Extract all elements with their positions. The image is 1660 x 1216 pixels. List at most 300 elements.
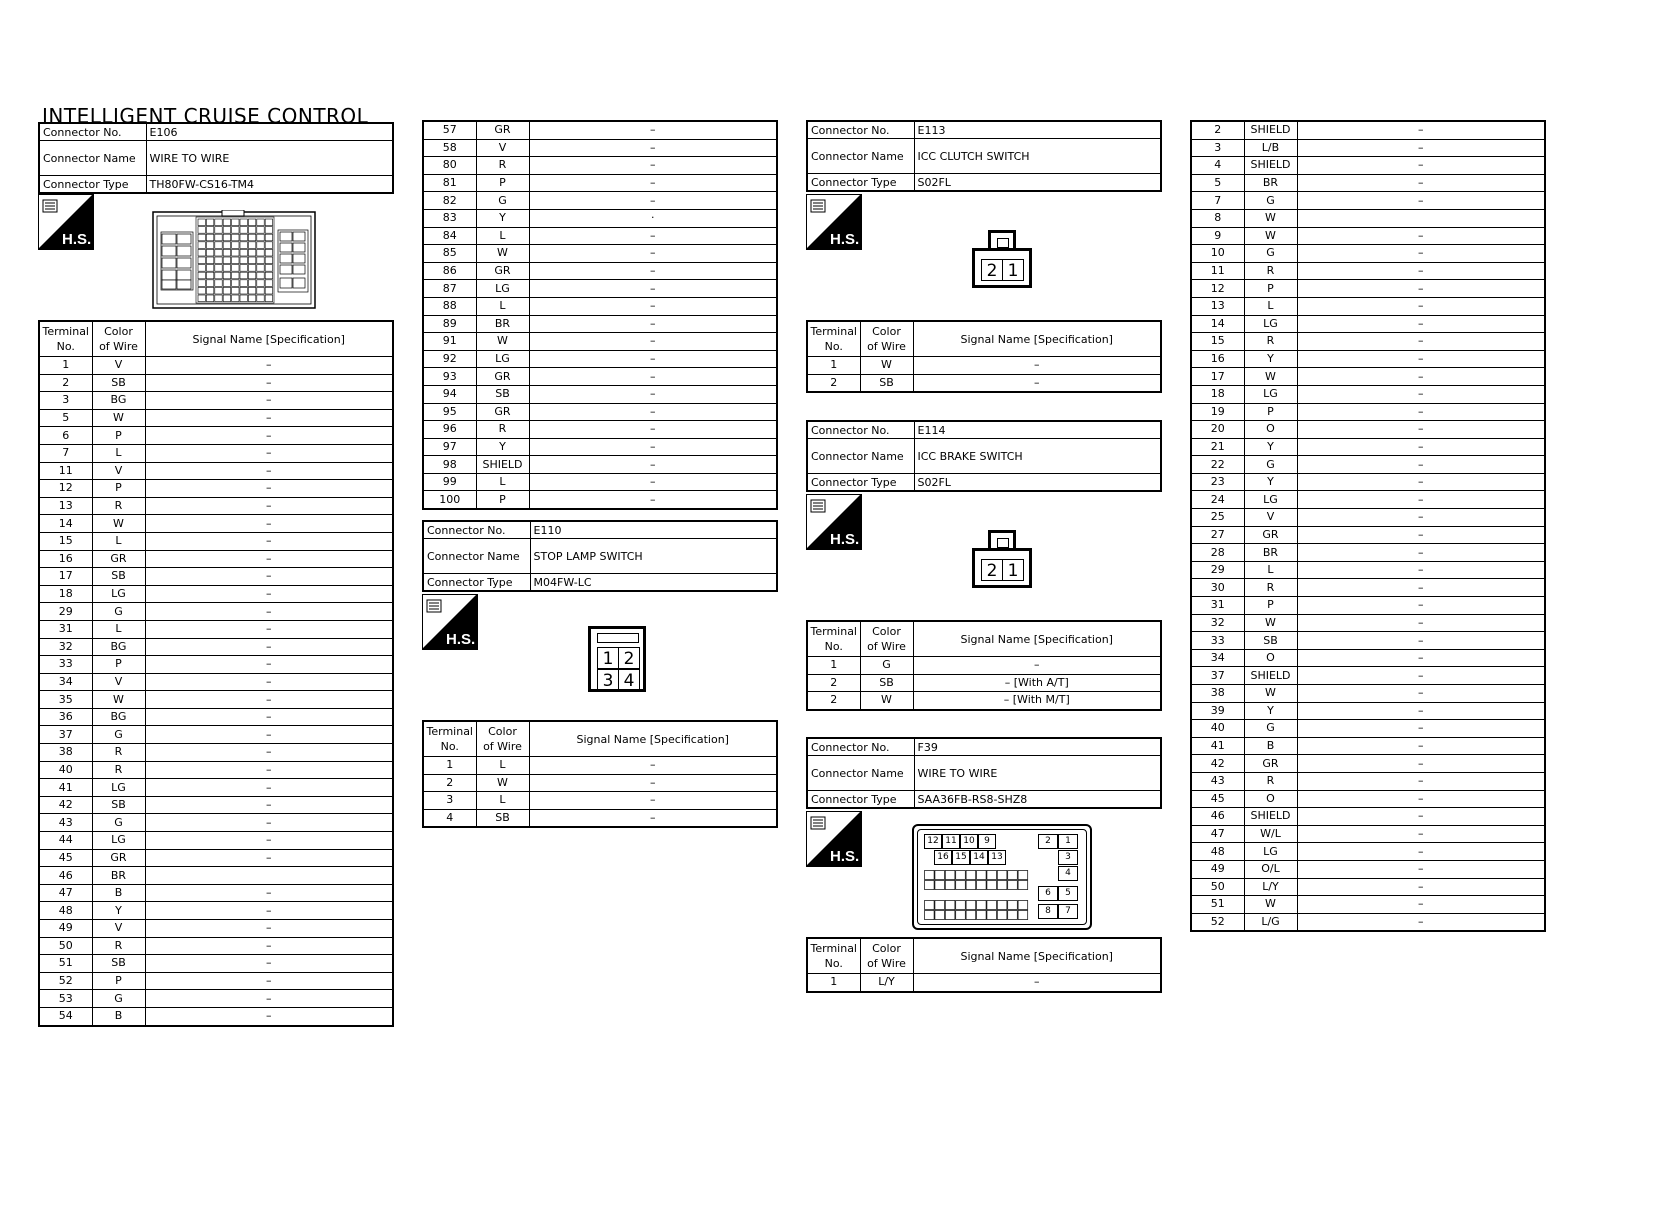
table-row xyxy=(1191,667,1545,685)
e106-pin-cell xyxy=(240,242,247,249)
signal-cell: – xyxy=(145,357,393,375)
terminal-cell: 50 xyxy=(1191,878,1244,896)
page-title: INTELLIGENT CRUISE CONTROL xyxy=(42,104,369,128)
table-row xyxy=(807,974,1161,992)
terminal-cell: 11 xyxy=(1191,262,1244,280)
e106-pin-cell xyxy=(206,295,213,302)
terminal-cell: 5 xyxy=(1191,174,1244,192)
signal-cell: – xyxy=(145,726,393,744)
f39-pin: 16 xyxy=(934,850,952,865)
signal-cell: – xyxy=(1297,192,1545,210)
signal-cell: – xyxy=(1297,368,1545,386)
e106-pin-cell xyxy=(265,272,272,279)
signal-cell: – [With A/T] xyxy=(913,674,1161,692)
e106-pin-cell xyxy=(265,227,272,234)
signal-cell: – xyxy=(145,884,393,902)
color-cell: O xyxy=(1244,649,1297,667)
table-row xyxy=(1191,473,1545,491)
terminal-cell: 84 xyxy=(423,227,476,245)
header-terminal: Terminal No. xyxy=(807,321,860,357)
terminal-cell: 1 xyxy=(807,357,860,375)
terminal-cell: 2 xyxy=(807,374,860,392)
table-row xyxy=(423,350,777,368)
color-cell: V xyxy=(92,462,145,480)
table-row xyxy=(39,884,393,902)
f39-pin: 14 xyxy=(970,850,988,865)
label-connector-name: Connector Name xyxy=(807,439,914,474)
terminal-cell: 41 xyxy=(1191,737,1244,755)
table-row xyxy=(1191,737,1545,755)
signal-cell: – xyxy=(1297,333,1545,351)
table-row xyxy=(1191,368,1545,386)
terminal-cell: 14 xyxy=(39,515,92,533)
table-row xyxy=(1191,808,1545,826)
table-row xyxy=(1191,597,1545,615)
color-cell: W xyxy=(860,692,913,710)
signal-cell: – xyxy=(145,832,393,850)
table-row xyxy=(1191,825,1545,843)
table-row xyxy=(423,139,777,157)
f39-pin-cell xyxy=(966,911,976,920)
terminal-cell: 81 xyxy=(423,174,476,192)
color-cell: P xyxy=(1244,597,1297,615)
color-cell: GR xyxy=(92,849,145,867)
column-e110 xyxy=(422,520,778,592)
signal-cell: – xyxy=(529,121,777,139)
signal-cell: – xyxy=(529,809,777,827)
terminal-cell: 50 xyxy=(39,937,92,955)
color-cell: L xyxy=(476,757,529,775)
signal-cell: – xyxy=(1297,561,1545,579)
e106-pin-cell xyxy=(248,257,255,264)
e106-pin-cell xyxy=(198,249,205,256)
terminal-cell: 35 xyxy=(39,691,92,709)
color-cell: GR xyxy=(92,550,145,568)
color-cell: G xyxy=(92,726,145,744)
table-row xyxy=(423,403,777,421)
f39-pin-cell xyxy=(956,911,966,920)
table-row xyxy=(423,280,777,298)
terminal-cell: 38 xyxy=(1191,685,1244,703)
signal-cell: – xyxy=(145,937,393,955)
color-cell: LG xyxy=(92,779,145,797)
color-cell: SHIELD xyxy=(1244,667,1297,685)
f39-connector-name: WIRE TO WIRE xyxy=(914,756,1161,791)
color-cell: V xyxy=(1244,509,1297,527)
f39-connector-diagram xyxy=(912,824,1092,930)
e106-pin-cell xyxy=(232,234,239,241)
header-color: Color of Wire xyxy=(860,938,913,974)
table-row xyxy=(39,708,393,726)
color-cell: Y xyxy=(1244,702,1297,720)
table-row xyxy=(423,421,777,439)
table-row xyxy=(423,385,777,403)
hs-harness-side-icon xyxy=(806,811,862,867)
e106-pin-cell xyxy=(240,227,247,234)
color-cell: L xyxy=(92,444,145,462)
e106-pin-cell xyxy=(206,272,213,279)
terminal-cell: 13 xyxy=(39,497,92,515)
table-row xyxy=(1191,403,1545,421)
color-cell: W xyxy=(476,245,529,263)
e106-pin-cell xyxy=(223,295,230,302)
terminal-cell: 51 xyxy=(1191,896,1244,914)
label-connector-name: Connector Name xyxy=(807,139,914,174)
table-row xyxy=(1191,702,1545,720)
table-row xyxy=(1191,632,1545,650)
color-cell: L/Y xyxy=(860,974,913,992)
signal-cell: – xyxy=(529,368,777,386)
signal-cell: – xyxy=(145,532,393,550)
e106-pin-cell xyxy=(198,257,205,264)
terminal-cell: 13 xyxy=(1191,297,1244,315)
terminal-cell: 22 xyxy=(1191,456,1244,474)
signal-cell: – xyxy=(145,744,393,762)
table-row xyxy=(1191,192,1545,210)
terminal-cell: 37 xyxy=(39,726,92,744)
f39-pin: 13 xyxy=(988,850,1006,865)
color-cell: W xyxy=(92,409,145,427)
table-row xyxy=(423,368,777,386)
f39-pin-cell xyxy=(935,901,945,910)
terminal-cell: 89 xyxy=(423,315,476,333)
e106-pin-cell xyxy=(206,257,213,264)
e106-pin-cell xyxy=(248,249,255,256)
e110-pin: 3 xyxy=(597,669,619,691)
terminal-cell: 58 xyxy=(423,139,476,157)
color-cell: R xyxy=(1244,772,1297,790)
terminal-cell: 53 xyxy=(39,990,92,1008)
color-cell: SHIELD xyxy=(476,456,529,474)
column-e114-table xyxy=(806,620,1162,711)
f39-pin-grid xyxy=(924,870,1032,926)
column-e113-table xyxy=(806,320,1162,393)
f39-pin-cell xyxy=(935,881,945,890)
terminal-cell: 30 xyxy=(1191,579,1244,597)
svg-text:H.S.: H.S. xyxy=(830,848,860,865)
svg-text:H.S.: H.S. xyxy=(830,231,860,248)
signal-cell: – xyxy=(529,227,777,245)
e106-pin-cell xyxy=(240,249,247,256)
signal-cell: – xyxy=(1297,350,1545,368)
terminal-cell: 11 xyxy=(39,462,92,480)
e114-pin: 1 xyxy=(1002,559,1024,581)
e106-pin-cell xyxy=(240,265,247,272)
table-row xyxy=(1191,579,1545,597)
signal-cell: – xyxy=(1297,385,1545,403)
terminal-cell: 29 xyxy=(39,603,92,621)
table-row xyxy=(39,1007,393,1025)
f39-pin-cell xyxy=(925,871,935,880)
signal-cell xyxy=(1297,209,1545,227)
label-connector-no: Connector No. xyxy=(807,738,914,756)
e106-pin-cell xyxy=(265,287,272,294)
label-connector-no: Connector No. xyxy=(39,123,146,141)
table-row xyxy=(39,620,393,638)
signal-cell: – xyxy=(1297,280,1545,298)
signal-cell: – xyxy=(1297,720,1545,738)
color-cell: G xyxy=(1244,456,1297,474)
e113-info-table xyxy=(806,120,1162,192)
terminal-cell: 1 xyxy=(807,657,860,675)
e106-pin-cell xyxy=(206,265,213,272)
terminal-cell: 31 xyxy=(39,620,92,638)
color-cell: Y xyxy=(476,438,529,456)
color-cell: GR xyxy=(1244,755,1297,773)
terminal-cell: 45 xyxy=(1191,790,1244,808)
color-cell: W xyxy=(1244,685,1297,703)
terminal-cell: 85 xyxy=(423,245,476,263)
f39-pin: 3 xyxy=(1058,850,1078,865)
e106-pin-cell xyxy=(257,280,264,287)
e106-pin-cell xyxy=(257,287,264,294)
signal-cell: – xyxy=(529,174,777,192)
color-cell: W xyxy=(1244,368,1297,386)
terminal-cell: 32 xyxy=(39,638,92,656)
terminal-cell: 32 xyxy=(1191,614,1244,632)
color-cell: GR xyxy=(476,403,529,421)
terminal-cell: 21 xyxy=(1191,438,1244,456)
signal-cell: – xyxy=(145,673,393,691)
color-cell: SHIELD xyxy=(1244,157,1297,175)
signal-cell: – xyxy=(1297,685,1545,703)
table-row xyxy=(423,473,777,491)
e114-pin: 2 xyxy=(981,559,1003,581)
terminal-cell: 17 xyxy=(1191,368,1244,386)
e106-pin-cell xyxy=(257,272,264,279)
terminal-cell: 2 xyxy=(807,692,860,710)
e106-terminal-table xyxy=(38,320,394,1027)
signal-cell: – xyxy=(1297,421,1545,439)
table-row xyxy=(39,832,393,850)
e106-pin-cell xyxy=(215,280,222,287)
color-cell: L/Y xyxy=(1244,878,1297,896)
e114-connector-diagram xyxy=(972,530,1034,590)
table-row xyxy=(1191,790,1545,808)
e114-connector-no: E114 xyxy=(914,421,1161,439)
terminal-cell: 46 xyxy=(1191,808,1244,826)
table-row xyxy=(1191,315,1545,333)
terminal-cell: 57 xyxy=(423,121,476,139)
color-cell: V xyxy=(92,920,145,938)
terminal-cell: 23 xyxy=(1191,473,1244,491)
terminal-cell: 88 xyxy=(423,297,476,315)
e106-pin-cell xyxy=(198,272,205,279)
f39-pin-cell xyxy=(997,871,1007,880)
signal-cell: – xyxy=(913,974,1161,992)
label-connector-no: Connector No. xyxy=(807,121,914,139)
signal-cell: – xyxy=(145,550,393,568)
color-cell: SB xyxy=(476,385,529,403)
color-cell: L xyxy=(92,532,145,550)
label-connector-name: Connector Name xyxy=(39,141,146,176)
header-signal: Signal Name [Specification] xyxy=(529,721,777,757)
terminal-cell: 14 xyxy=(1191,315,1244,333)
e106-pin-cell xyxy=(240,257,247,264)
color-cell: O xyxy=(1244,790,1297,808)
signal-cell: – xyxy=(1297,843,1545,861)
e106-pin-cell xyxy=(215,257,222,264)
terminal-cell: 42 xyxy=(1191,755,1244,773)
color-cell: R xyxy=(476,157,529,175)
f39-pin-cell xyxy=(956,901,966,910)
color-cell: P xyxy=(92,480,145,498)
e106-pin-cell xyxy=(198,295,205,302)
signal-cell: – xyxy=(145,585,393,603)
e113-pin: 2 xyxy=(981,259,1003,281)
e106-pin-cell xyxy=(232,272,239,279)
color-cell: L/B xyxy=(1244,139,1297,157)
svg-text:H.S.: H.S. xyxy=(446,631,476,648)
table-row xyxy=(1191,209,1545,227)
terminal-cell: 82 xyxy=(423,192,476,210)
table-row xyxy=(39,480,393,498)
table-row xyxy=(1191,561,1545,579)
color-cell: SB xyxy=(92,374,145,392)
color-cell: LG xyxy=(1244,843,1297,861)
color-cell: B xyxy=(92,884,145,902)
table-row xyxy=(39,849,393,867)
terminal-cell: 54 xyxy=(39,1007,92,1025)
e106-pin-cell xyxy=(223,257,230,264)
signal-cell: – xyxy=(145,814,393,832)
table-row xyxy=(39,867,393,885)
e106-pin-cell xyxy=(248,234,255,241)
terminal-cell: 16 xyxy=(39,550,92,568)
header-terminal: Terminal No. xyxy=(807,621,860,657)
e106-pin-cell xyxy=(198,265,205,272)
table-row xyxy=(39,515,393,533)
color-cell: W xyxy=(1244,209,1297,227)
table-row xyxy=(39,585,393,603)
table-row xyxy=(1191,139,1545,157)
color-cell: Y xyxy=(1244,473,1297,491)
e106-pin-cell xyxy=(223,234,230,241)
table-row xyxy=(39,568,393,586)
e106-pin-cell xyxy=(248,272,255,279)
e106-pin-cell xyxy=(206,287,213,294)
terminal-cell: 3 xyxy=(423,792,476,810)
color-cell: R xyxy=(92,761,145,779)
f39-pin-cell xyxy=(1018,871,1028,880)
signal-cell: – xyxy=(529,792,777,810)
column-e106 xyxy=(38,122,394,194)
color-cell: P xyxy=(92,427,145,445)
f39-pin: 4 xyxy=(1058,866,1078,881)
e106-pin-cell xyxy=(215,295,222,302)
signal-cell: – xyxy=(1297,456,1545,474)
color-cell: G xyxy=(92,990,145,1008)
e106-pin-cell xyxy=(240,295,247,302)
signal-cell: – xyxy=(145,779,393,797)
e114-connector-name: ICC BRAKE SWITCH xyxy=(914,439,1161,474)
signal-cell: – xyxy=(145,656,393,674)
color-cell: W xyxy=(476,333,529,351)
color-cell: V xyxy=(92,673,145,691)
signal-cell: – xyxy=(1297,702,1545,720)
signal-cell: – xyxy=(1297,227,1545,245)
table-row xyxy=(39,691,393,709)
e110-info-table xyxy=(422,520,778,592)
table-row xyxy=(423,192,777,210)
hs-label: H.S. xyxy=(62,231,92,248)
terminal-cell: 25 xyxy=(1191,509,1244,527)
hs-harness-side-icon xyxy=(422,594,478,650)
terminal-cell: 87 xyxy=(423,280,476,298)
signal-cell: – xyxy=(145,568,393,586)
terminal-cell: 48 xyxy=(1191,843,1244,861)
f39-pin-cell xyxy=(925,881,935,890)
table-row xyxy=(1191,526,1545,544)
signal-cell: – xyxy=(1297,649,1545,667)
label-connector-type: Connector Type xyxy=(807,791,914,809)
color-cell: P xyxy=(476,174,529,192)
e106-pin-cell xyxy=(223,272,230,279)
table-row xyxy=(807,657,1161,675)
terminal-cell: 100 xyxy=(423,491,476,509)
e106-pin-cell xyxy=(215,242,222,249)
color-cell: R xyxy=(92,937,145,955)
e106-pin-cell xyxy=(215,227,222,234)
table-row xyxy=(39,603,393,621)
hs-harness-side-icon xyxy=(806,494,862,550)
table-row xyxy=(1191,456,1545,474)
e106-pin-cell xyxy=(248,265,255,272)
f39-pin-cell xyxy=(935,871,945,880)
header-color: Color of Wire xyxy=(860,621,913,657)
table-row xyxy=(1191,772,1545,790)
signal-cell: – xyxy=(529,473,777,491)
f39-pin-cell xyxy=(1008,871,1018,880)
f39-pin-cell xyxy=(966,901,976,910)
color-cell: G xyxy=(860,657,913,675)
table-row xyxy=(423,333,777,351)
e106-pin-cell xyxy=(248,227,255,234)
color-cell: R xyxy=(1244,333,1297,351)
f39-pin-cell xyxy=(935,911,945,920)
f39-terminal-table xyxy=(806,937,1162,993)
signal-cell: – xyxy=(913,357,1161,375)
color-cell: GR xyxy=(476,368,529,386)
e106-connector-no: E106 xyxy=(146,123,393,141)
signal-cell: – xyxy=(1297,438,1545,456)
e106-pin-cell xyxy=(206,280,213,287)
terminal-cell: 2 xyxy=(423,774,476,792)
terminal-cell: 43 xyxy=(39,814,92,832)
e106-pin-cell xyxy=(206,219,213,226)
color-cell: SB xyxy=(860,374,913,392)
table-row xyxy=(39,990,393,1008)
terminal-cell: 49 xyxy=(1191,860,1244,878)
color-cell: LG xyxy=(1244,385,1297,403)
label-connector-name: Connector Name xyxy=(423,539,530,574)
e106-pin-cell xyxy=(257,257,264,264)
column-e114 xyxy=(806,420,1162,492)
signal-cell: – xyxy=(1297,913,1545,931)
e114-terminal-table xyxy=(806,620,1162,711)
f39-pin-cell xyxy=(956,881,966,890)
terminal-cell: 15 xyxy=(1191,333,1244,351)
f39-pin: 8 xyxy=(1038,904,1058,919)
f39-pin: 15 xyxy=(952,850,970,865)
table-row xyxy=(423,809,777,827)
terminal-cell: 5 xyxy=(39,409,92,427)
terminal-cell: 3 xyxy=(1191,139,1244,157)
f39-pin-cell xyxy=(1008,901,1018,910)
e106-pin-cell xyxy=(265,242,272,249)
table-row xyxy=(423,491,777,509)
color-cell: P xyxy=(1244,280,1297,298)
